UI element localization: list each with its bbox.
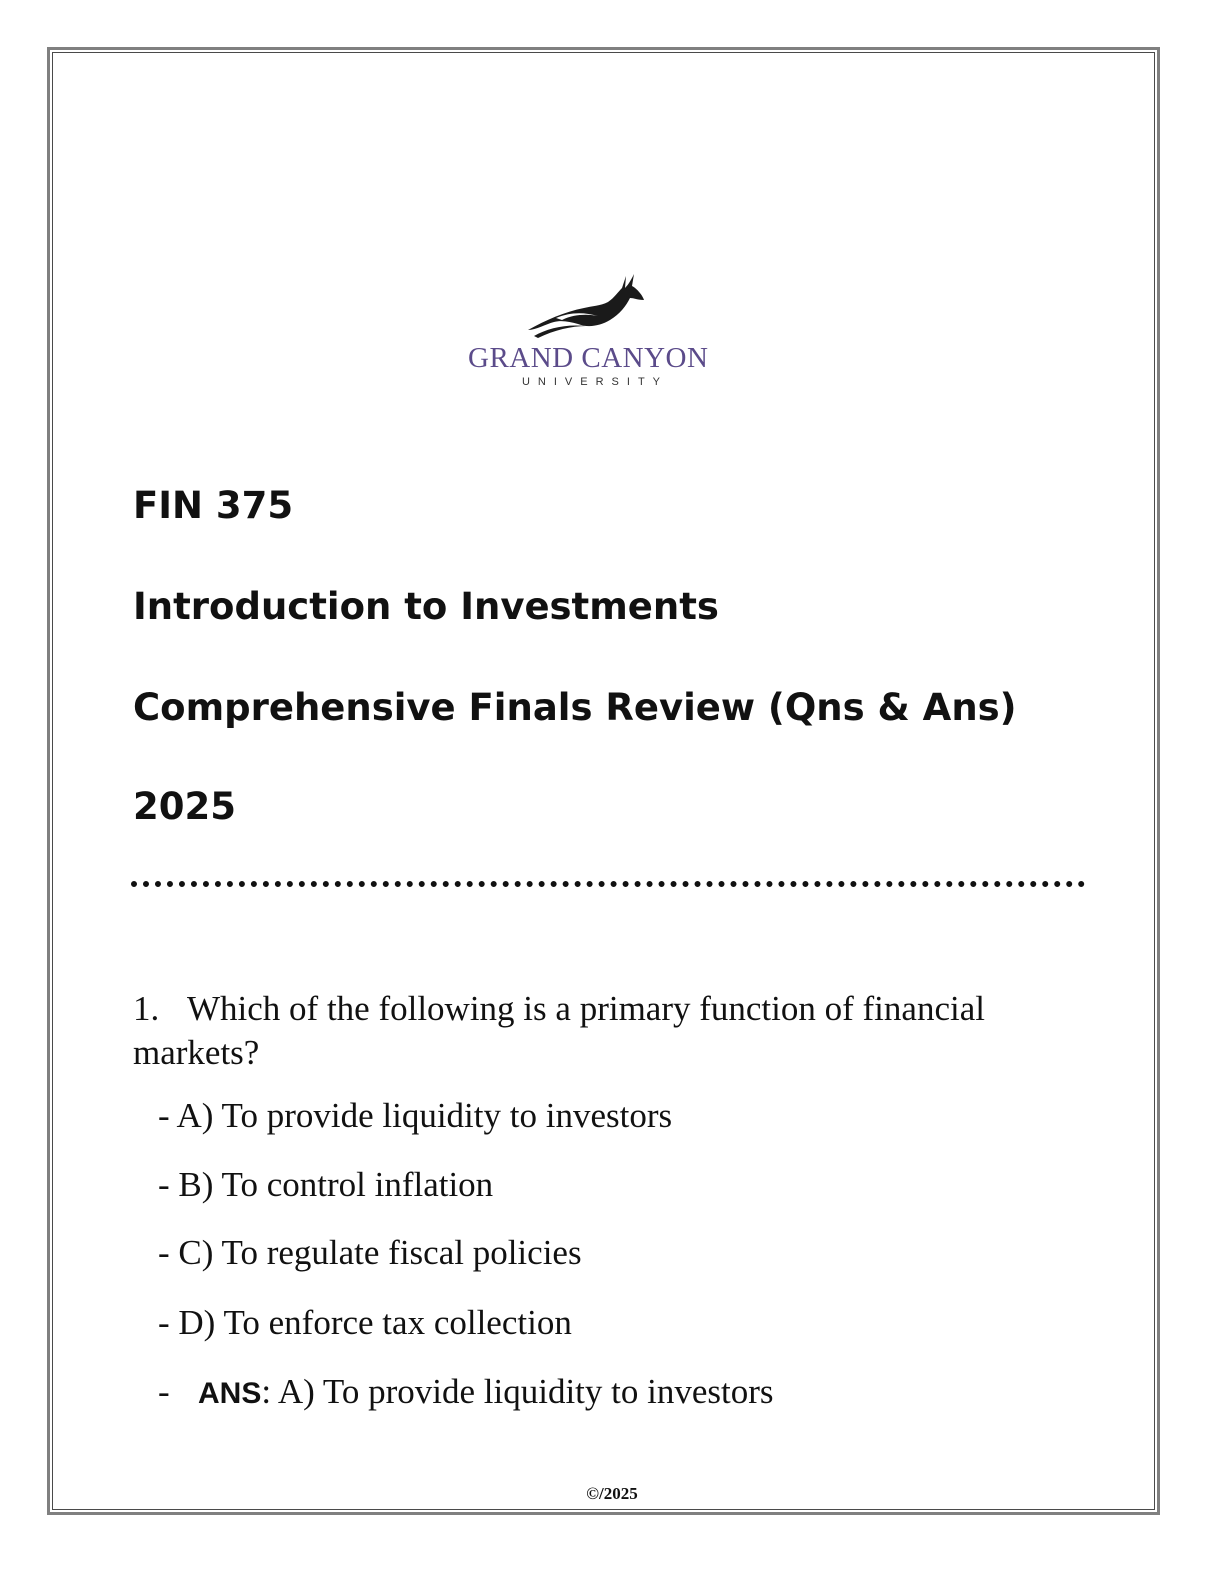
question-number: 1. bbox=[133, 989, 160, 1028]
option-a: - A) To provide liquidity to investors bbox=[158, 1096, 673, 1135]
option-c: - C) To regulate fiscal policies bbox=[158, 1233, 582, 1272]
course-code: FIN 375 bbox=[133, 484, 294, 527]
answer-label: ANS bbox=[198, 1377, 262, 1410]
document-type: Comprehensive Finals Review (Qns & Ans) bbox=[133, 686, 1017, 729]
logo-subtitle: UNIVERSITY bbox=[521, 376, 668, 388]
page-border bbox=[47, 47, 1160, 1515]
section-divider bbox=[131, 881, 1085, 887]
antelope-icon bbox=[526, 272, 646, 338]
question-1 bbox=[133, 987, 1033, 1075]
option-b: - B) To control inflation bbox=[158, 1165, 494, 1204]
logo-name: GRAND CANYON bbox=[468, 342, 709, 374]
document-year: 2025 bbox=[133, 785, 236, 828]
university-logo bbox=[468, 272, 708, 392]
option-d: - D) To enforce tax collection bbox=[158, 1303, 572, 1342]
question-text: Which of the following is a primary function of financial markets? bbox=[133, 989, 985, 1072]
footer-copyright: ©/2025 bbox=[586, 1484, 638, 1503]
answer-line bbox=[158, 1372, 774, 1412]
answer-text: : A) To provide liquidity to investors bbox=[261, 1372, 774, 1411]
course-name: Introduction to Investments bbox=[133, 585, 719, 628]
answer-dash: - bbox=[158, 1372, 170, 1411]
